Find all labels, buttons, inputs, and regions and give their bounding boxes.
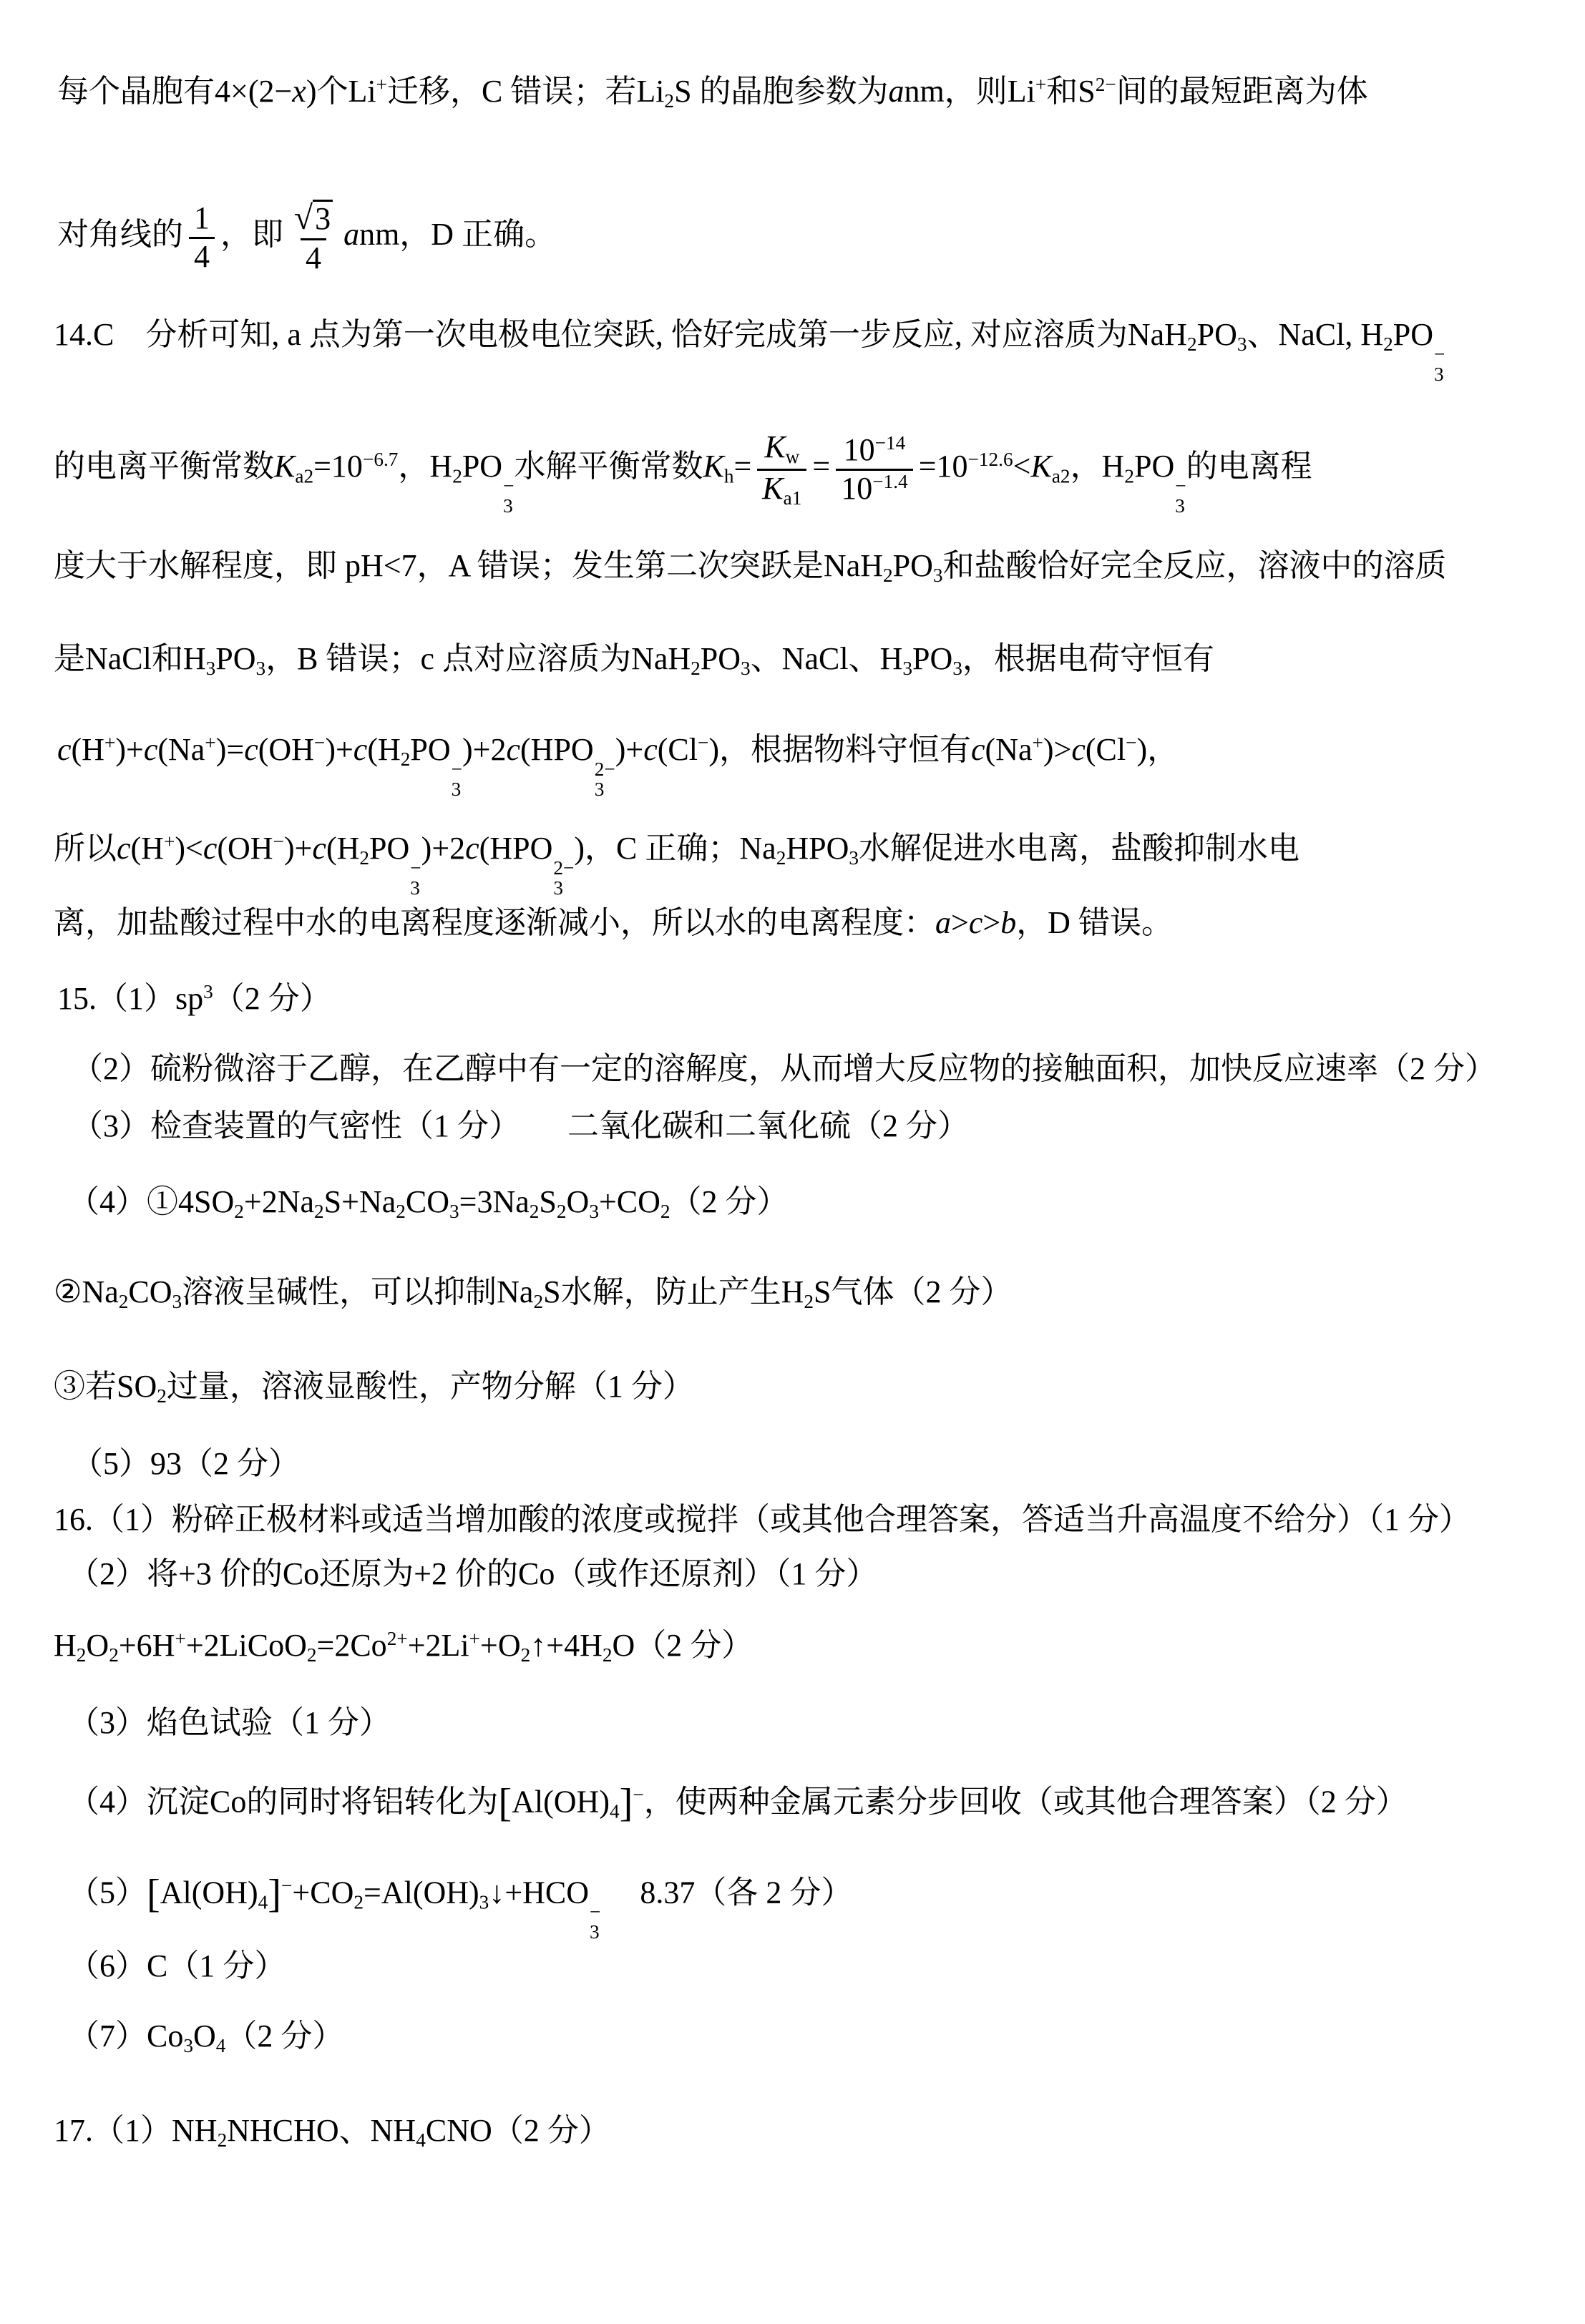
stacked-subscript: 3	[594, 778, 605, 800]
subscript: 4	[215, 2035, 226, 2057]
subscript: 2	[306, 1644, 317, 1666]
subscript: 3	[1237, 333, 1247, 356]
answer-14-line-6: 所以$c(H^+)<c(OH^-)+c(H_2PO$ − 3 )+2c(HPO 2− 3 )，C 正确；$Na_2HPO_3$水解促进水电离，盐酸抑制水电	[54, 831, 1299, 899]
stacked-subscript: 3	[590, 1921, 600, 1943]
italic-variable: c	[244, 732, 258, 767]
subscript: 3	[479, 1891, 489, 1913]
fraction	[836, 432, 912, 507]
subscript: 3	[902, 658, 912, 680]
superscript: +	[163, 831, 175, 852]
subscript: 2	[691, 658, 701, 680]
subscript: 2	[602, 1644, 613, 1666]
subscript: 2	[118, 1291, 129, 1313]
superscript: +	[1035, 74, 1047, 95]
subscript: 3	[741, 658, 751, 680]
answer-16-part-5: $(5)[Al(OH)_4]^-+CO_2=Al(OH)_3↓+HCO$ − 3 8.37（各 2 分）	[68, 1872, 853, 1943]
stacked-superscript: −	[1175, 475, 1186, 497]
subscript: 3	[849, 847, 859, 869]
stacked-scripts	[595, 760, 615, 800]
answer-14-line-1: 14.C 分析可知, a 点为第一次电极电位突跃, 恰好完成第一步反应, 对应溶质为$NaH_2PO_3$、NaCl, $H_2PO$ − 3	[54, 317, 1445, 385]
subscript: 2	[660, 1201, 670, 1223]
answer-14-line-7: 离，加盐酸过程中水的电离程度逐渐减小，所以水的电离程度：a>c>b，D 错误。	[54, 905, 1173, 940]
subscript: 4	[416, 2129, 426, 2152]
superscript: −	[1126, 732, 1137, 753]
stacked-scripts	[553, 859, 574, 899]
stacked-superscript: 2−	[594, 758, 615, 780]
subscript: 3	[172, 1291, 182, 1313]
answer-16-part-2-equation: $H_2O_2+6H^++2LiCoO_2=2Co^{2+}+2Li^++O_2↑+4H_2O(2$ 分）	[54, 1628, 754, 1666]
answer-13-cont-line-2: 对角线的 $\frac{1}{4}$ ，即 $\frac{√3}{4}$ anm，D 正确。	[57, 200, 557, 275]
answer-15-part-1: $15.(1)sp^3(2$ 分）	[57, 981, 331, 1016]
answer-16-part-2: （2）将+3 价的Co还原为+2 价的Co（或作还原剂）（1 分）	[68, 1556, 878, 1591]
answer-15-part-5: （5）93（2 分）	[72, 1446, 300, 1481]
fraction	[289, 199, 338, 276]
subscript: 3	[952, 658, 962, 680]
stacked-scripts	[1434, 345, 1445, 385]
subscript: w	[785, 446, 800, 468]
subscript: 2	[359, 847, 370, 869]
subscript: 3	[932, 565, 943, 587]
subscript: 2	[1124, 465, 1134, 487]
subscript: h	[723, 465, 734, 487]
italic-variable: c	[203, 831, 218, 866]
stacked-superscript: −	[503, 475, 514, 497]
superscript: −14	[874, 431, 906, 454]
stacked-superscript: 2−	[553, 857, 575, 879]
answer-15-part-3: （3）检查装置的气密性（1 分） 二氧化碳和二氧化硫（2 分）	[72, 1108, 969, 1143]
answer-13-cont-line-1: 每个晶胞有4×(2−x)个Li+迁移，C 错误；若$Li_2S$ 的晶胞参数为anm，则Li+和$S^{2-}$间的最短距离为体	[57, 74, 1368, 112]
big-bracket: [	[498, 1781, 512, 1825]
answer-17-part-1: $17.(1)NH_2NHCHO$、$NH_4CNO(2$ 分）	[54, 2113, 610, 2152]
italic-variable: K	[274, 449, 296, 484]
answer-16-part-4: （4）沉淀Co的同时将铝转化为$[Al(OH)_4]^-$，使两种金属元素分步回收（或其他合理答案）（2 分）	[68, 1781, 1408, 1825]
subscript: 2	[529, 1201, 540, 1223]
fraction-denominator: 4	[301, 238, 326, 277]
subscript: 2	[396, 1201, 406, 1223]
superscript: 2−	[1095, 74, 1116, 95]
answer-14-line-5: $c(H^+)+c(Na^+)=c(OH^-)+c(H_2PO$ − 3 )+2c(HPO 2− 3 )+c(Cl−)，根据物料守恒有c(Na+)>c(Cl−)，	[57, 732, 1179, 800]
subscript: 2	[556, 1201, 567, 1223]
stacked-subscript: 3	[503, 494, 513, 517]
italic-variable: c	[465, 831, 479, 866]
fraction-numerator	[759, 429, 804, 469]
subscript: a2	[1051, 465, 1071, 487]
big-bracket: ]	[268, 1872, 282, 1916]
fraction-numerator: $10^{-14}$	[843, 431, 906, 467]
answer-14-line-3: 度大于水解程度，即 pH<7，A 错误；发生第二次突跃是$NaH_2PO_3$和盐酸恰好完全反应，溶液中的溶质	[54, 548, 1447, 587]
italic-variable: b	[1000, 905, 1017, 940]
italic-variable: c	[117, 831, 131, 866]
subscript: 2	[1186, 333, 1197, 356]
superscript: +	[1032, 732, 1043, 753]
italic-variable: K	[764, 429, 786, 464]
subscript: 3	[205, 658, 216, 680]
answer-15-part-4-1: $(4)①4SO_2+2Na_2S+Na_2CO_3=3Na_2S_2O_3+CO_2(2$ 分）	[68, 1184, 789, 1223]
italic-variable: c	[57, 732, 72, 767]
italic-variable: c	[643, 732, 658, 767]
superscript: −6.7	[362, 449, 399, 471]
superscript: +	[376, 74, 387, 95]
radicand: 3	[313, 200, 333, 236]
stacked-subscript: 3	[1434, 363, 1444, 385]
answer-15-part-4-2: $②Na_2CO_3$溶液呈碱性，可以抑制$Na_2S$水解，防止产生$H_2S$气体（2 分）	[54, 1274, 1013, 1313]
superscript: +	[104, 732, 116, 753]
subscript: 2	[353, 1891, 364, 1913]
stacked-superscript: −	[451, 758, 463, 780]
stacked-scripts	[503, 477, 514, 517]
stacked-superscript: −	[410, 857, 421, 879]
superscript: +	[469, 1628, 481, 1649]
stacked-subscript: 3	[451, 778, 462, 800]
subscript: 2	[1383, 333, 1393, 356]
fraction-denominator: $10^{-1.4}$	[836, 469, 912, 507]
subscript: 2	[452, 465, 462, 487]
stacked-subscript: 3	[553, 877, 563, 899]
stacked-superscript: −	[1434, 343, 1445, 365]
radical-sign: √	[294, 200, 313, 237]
stacked-scripts	[452, 760, 462, 800]
stacked-superscript: −	[590, 1901, 601, 1923]
italic-variable: c	[312, 831, 326, 866]
stacked-subscript: 3	[1175, 494, 1185, 517]
subscript: a1	[783, 487, 802, 509]
subscript: 2	[157, 1385, 167, 1407]
subscript: 2	[314, 1201, 324, 1223]
italic-variable: c	[1071, 732, 1086, 767]
subscript: 3	[449, 1201, 459, 1223]
superscript: +	[175, 1628, 186, 1649]
superscript: 3	[203, 981, 213, 1002]
answer-15-part-4-3: ③若$SO_2$过量，溶液显酸性，产物分解（1 分）	[54, 1369, 694, 1407]
fraction	[189, 200, 215, 275]
superscript: −12.6	[967, 449, 1013, 471]
subscript: 2	[804, 1291, 814, 1313]
superscript: −	[633, 1784, 644, 1806]
subscript: 2	[400, 748, 411, 771]
italic-variable: c	[353, 732, 368, 767]
answer-16-part-7: $(7)Co_3O_4(2$ 分）	[68, 2018, 344, 2057]
italic-variable: K	[703, 449, 724, 484]
fraction-denominator	[757, 469, 806, 510]
superscript: −	[273, 831, 284, 852]
subscript: 2	[520, 1644, 531, 1666]
subscript: 4	[609, 1800, 620, 1822]
italic-variable: c	[506, 732, 521, 767]
italic-variable: K	[762, 470, 784, 506]
fraction-denominator: 4	[189, 237, 215, 275]
italic-variable: c	[143, 732, 158, 767]
stacked-scripts	[590, 1903, 600, 1943]
stacked-scripts	[410, 859, 421, 899]
superscript: +	[205, 732, 216, 753]
subscript: 2	[217, 2129, 228, 2152]
subscript: 3	[589, 1201, 599, 1223]
superscript: −	[313, 732, 326, 753]
italic-variable: x	[292, 74, 306, 109]
square-root	[294, 201, 333, 236]
answer-15-part-2: （2）硫粉微溶于乙醇，在乙醇中有一定的溶解度，从而增大反应物的接触面积，加快反应速率（2 分）	[72, 1051, 1496, 1086]
italic-variable: a	[935, 905, 951, 940]
subscript: 3	[183, 2035, 193, 2057]
answer-16-part-1: 16.（1）粉碎正极材料或适当增加酸的浓度或搅拌（或其他合理答案，答适当升高温度不给分）（1 分）	[54, 1502, 1471, 1537]
answer-14-line-2: 的电离平衡常数$K_{a2}=10^{-6.7}$，$H_2PO$ − 3 水解平衡常数$K_h=$ $\frac{K_w}{K_{a1}}$ = $\frac{10^{-14}}{10^{-1.4}}$ $=10^{-12.6}<K_{a2}$，$H_2PO$ − 3 的电离程	[54, 429, 1312, 517]
subscript: 2	[883, 565, 893, 587]
subscript: 2	[533, 1291, 544, 1313]
fraction-numerator: 1	[194, 200, 210, 236]
subscript: 2	[776, 847, 786, 869]
italic-variable: a	[888, 74, 904, 109]
fraction	[757, 429, 806, 509]
italic-variable: c	[968, 905, 983, 940]
big-bracket: [	[147, 1872, 160, 1916]
italic-variable: a	[343, 217, 360, 253]
fraction-numerator	[289, 199, 338, 238]
superscript: −	[281, 1875, 293, 1897]
stacked-scripts	[1175, 477, 1186, 517]
subscript: a2	[295, 465, 314, 487]
subscript: 2	[664, 90, 675, 112]
subscript: 4	[258, 1891, 268, 1913]
answer-16-part-6: （6）C（1 分）	[68, 1948, 286, 1983]
subscript: 2	[76, 1644, 87, 1666]
big-bracket: ]	[619, 1781, 633, 1825]
superscript: −	[697, 732, 709, 753]
subscript: 2	[234, 1201, 244, 1223]
stacked-subscript: 3	[410, 877, 420, 899]
subscript: 2	[109, 1644, 119, 1666]
answer-16-part-3: （3）焰色试验（1 分）	[68, 1705, 391, 1740]
superscript: 2+	[386, 1628, 408, 1649]
italic-variable: K	[1030, 449, 1052, 484]
subscript: 3	[255, 658, 266, 680]
answer-14-line-4: 是NaCl和$H_3PO_3$，B 错误；c 点对应溶质为$NaH_2PO_3$、NaCl、$H_3PO_3$，根据电荷守恒有	[54, 641, 1214, 680]
superscript: −1.4	[872, 470, 908, 492]
italic-variable: c	[971, 732, 985, 767]
